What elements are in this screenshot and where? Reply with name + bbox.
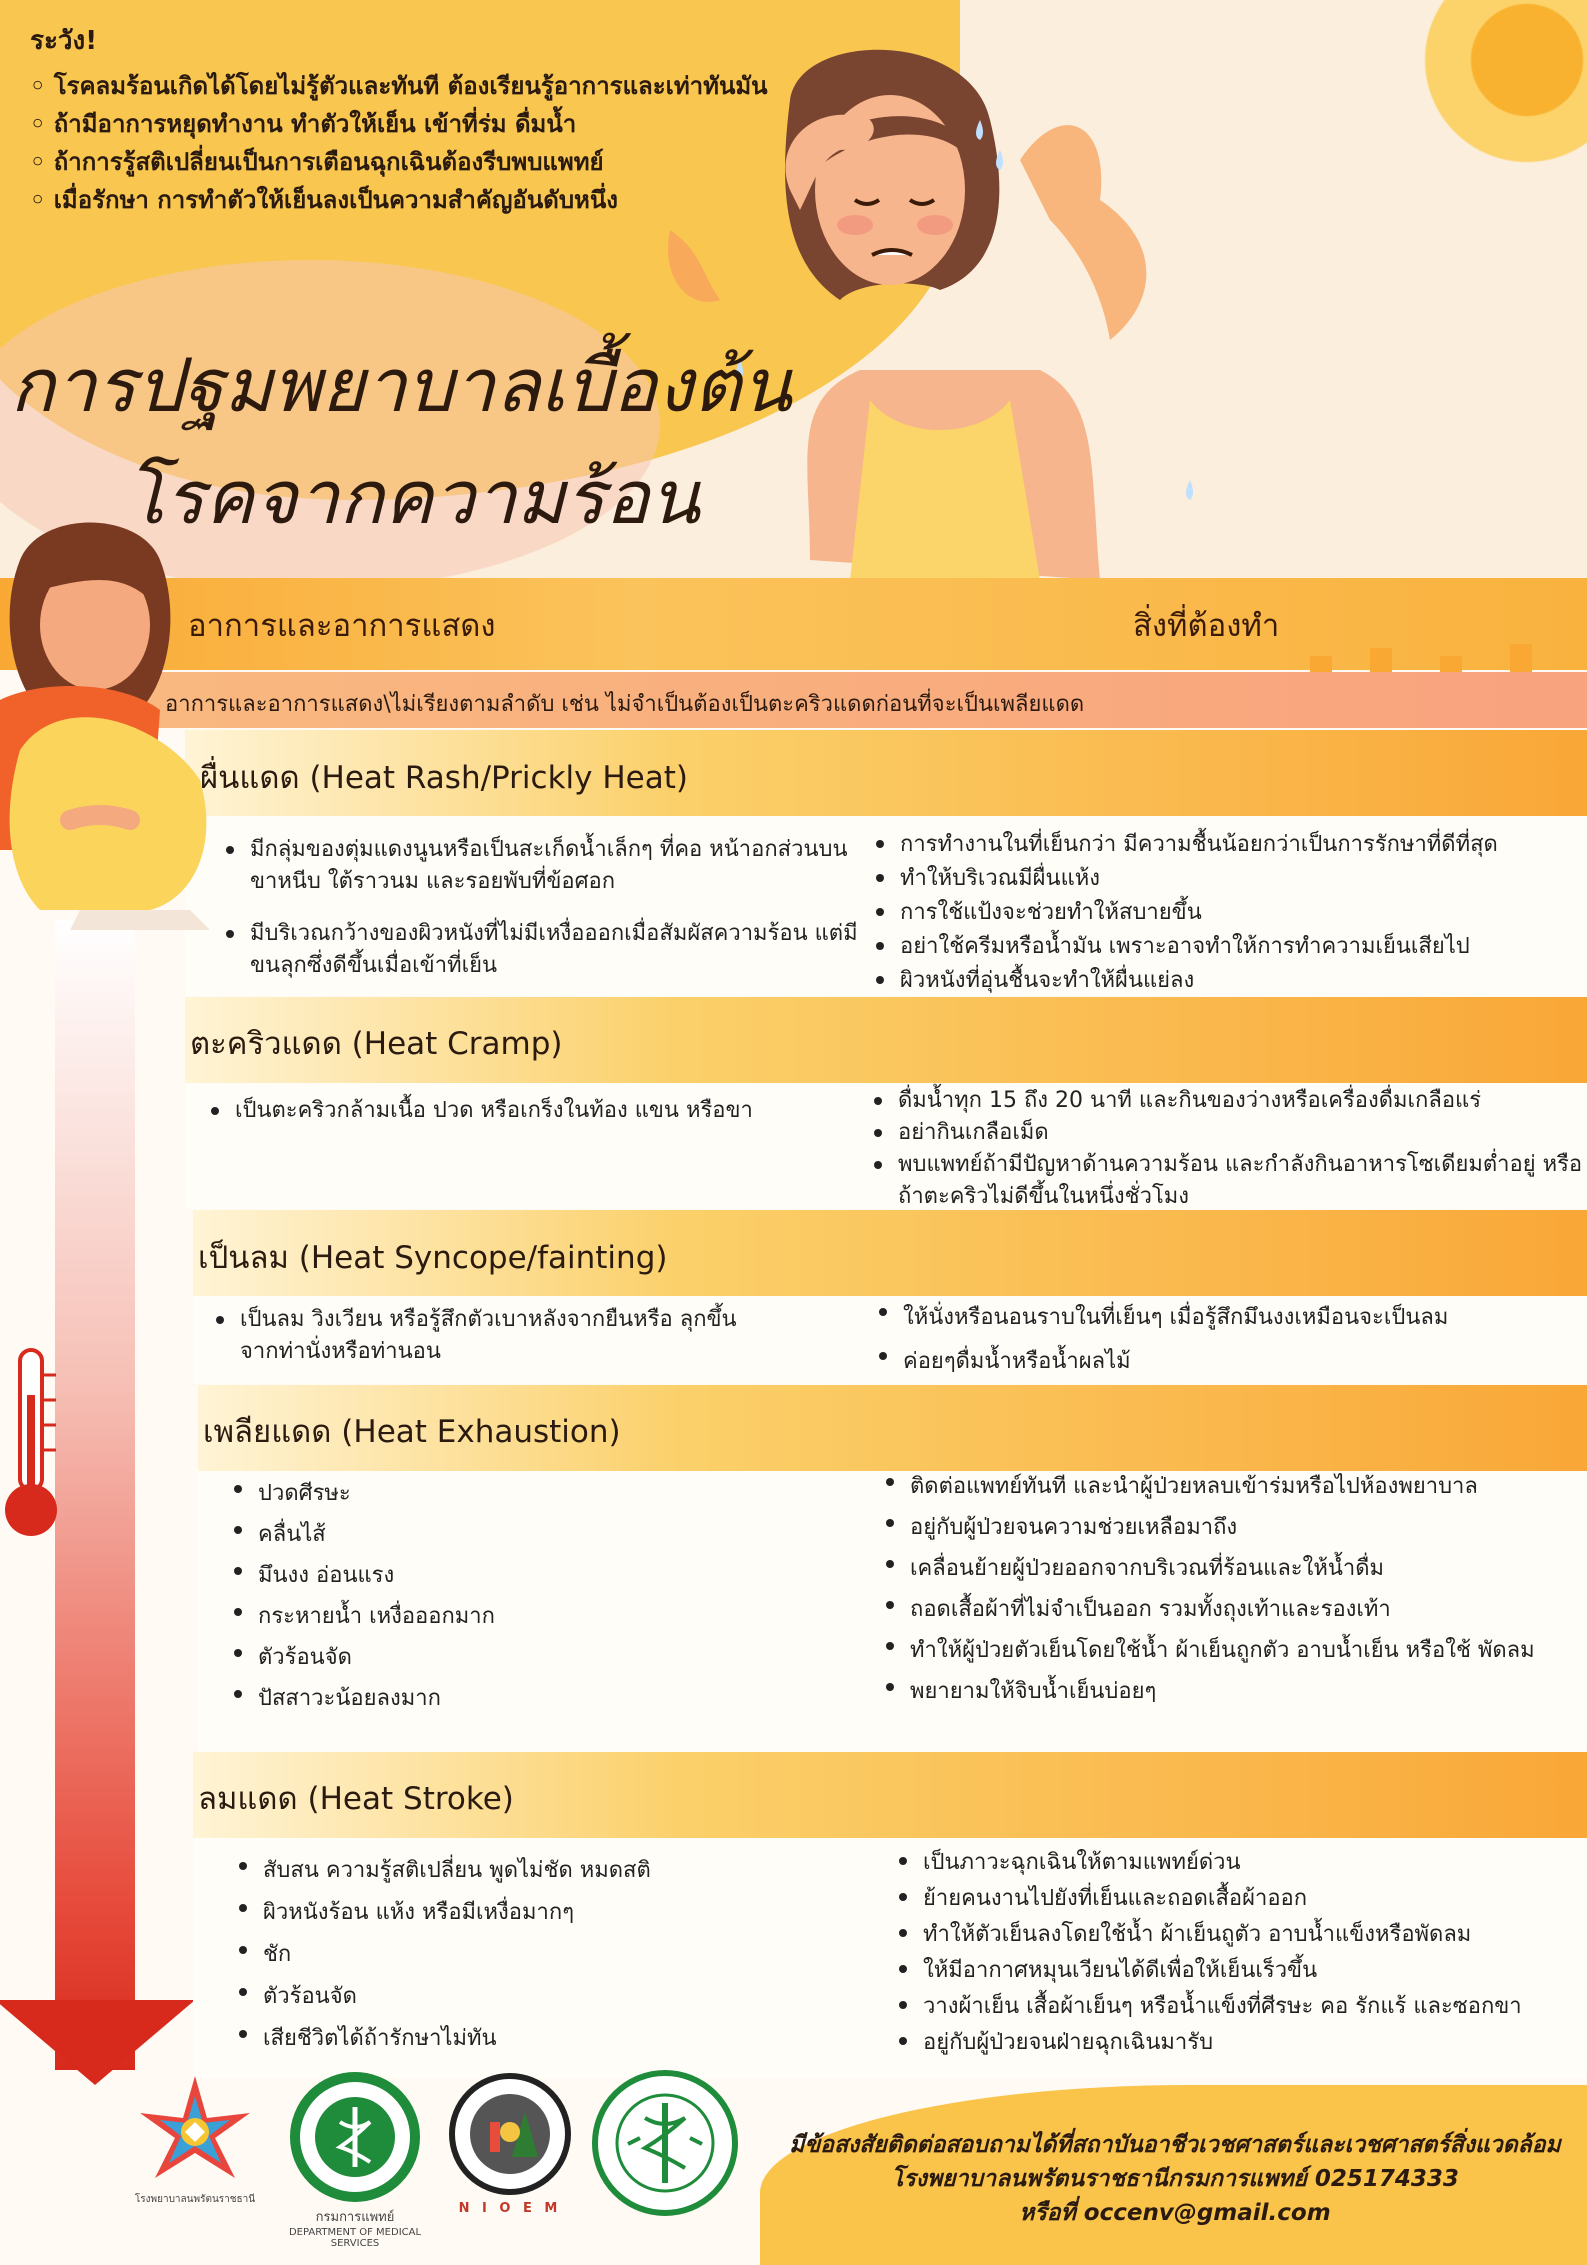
list-item: อย่าใช้ครีมหรือน้ำมัน เพราะอาจทำให้การทำความเย็นเสียไป [870, 930, 1580, 964]
dms-caption-th: กรมการแพทย์ [315, 2210, 395, 2225]
list-item: วางผ้าเย็น เสื้อผ้าเย็นๆ หรือน้ำแข็งที่ศีรษะ คอ รักแร้ และซอกขา [893, 1989, 1573, 2025]
symptom-list [205, 1095, 855, 1127]
column-header-actions: สิ่งที่ต้องทำ [1133, 608, 1280, 644]
list-item: ตัวร้อนจัด [233, 1976, 733, 2018]
dms-caption-en: DEPARTMENT OF MEDICAL SERVICES [288, 2227, 422, 2249]
warning-title: ระวัง! [30, 26, 98, 56]
nioem-caption: N I O E M [458, 2201, 562, 2216]
list-item: เป็นภาวะฉุกเฉินให้ตามแพทย์ด่วน [893, 1845, 1573, 1881]
contact-line-2: โรงพยาบาลนพรัตนราชธานีกรมการแพทย์ 025174333 [891, 2166, 1459, 2192]
temperature-arrow [55, 920, 135, 2070]
action-list [880, 1466, 1550, 1712]
action-list [870, 828, 1580, 998]
list-item: การใช้แป้งจะช่วยทำให้สบายขึ้น [870, 896, 1580, 930]
contact-line-3: หรือที่ occenv@gmail.com [1019, 2200, 1331, 2226]
list-item: ปวดศีรษะ [228, 1473, 728, 1514]
thermometer-icon [0, 1345, 65, 1545]
list-item: เป็นลม วิงเวียน หรือรู้สึกตัวเบาหลังจากยืนหรือ ลุกขึ้นจากท่านั่งหรือท่านอน [210, 1304, 770, 1368]
action-list [893, 1845, 1573, 2061]
sitting-girl-illustration [0, 520, 240, 940]
list-item: ค่อยๆดื่มน้ำหรือน้ำผลไม้ [873, 1340, 1573, 1384]
contact-line-1: มีข้อสงสัยติดต่อสอบถามได้ที่สถาบันอาชีวเวชศาสตร์และเวชศาสตร์สิ่งแวดล้อม [789, 2132, 1561, 2158]
list-item: กระหายน้ำ เหงื่อออกมาก [228, 1596, 728, 1637]
list-item: การทำงานในที่เย็นกว่า มีความชื้นน้อยกว่าเป็นการรักษาที่ดีที่สุด [870, 828, 1580, 862]
list-item: พบแพทย์ถ้ามีปัญหาด้านความร้อน และกำลังกินอาหารโซเดียมต่ำอยู่ หรือถ้าตะคริวไม่ดีขึ้นในหนึ่งชั่วโมง [868, 1149, 1583, 1213]
list-item: เสียชีวิตได้ถ้ารักษาไม่ทัน [233, 2018, 733, 2060]
list-item: ทำให้ผู้ป่วยตัวเย็นโดยใช้น้ำ ผ้าเย็นถูกตัว อาบน้ำเย็น หรือใช้ พัดลม [880, 1630, 1550, 1671]
occupational-medicine-association-logo [590, 2068, 740, 2218]
warning-item: ◦ ถ้าการรู้สติเปลี่ยนเป็นการเตือนฉุกเฉินต้องรีบพบแพทย์ [30, 143, 930, 181]
section-title-heat-stroke: ลมแดด (Heat Stroke) [198, 1781, 514, 1817]
section-title-heat-cramp: ตะคริวแดด (Heat Cramp) [190, 1026, 563, 1062]
column-header-symptoms: อาการและอาการแสดง [188, 608, 496, 644]
list-item: มีกลุ่มของตุ่มแดงนูนหรือเป็นสะเก็ดน้ำเล็กๆ ที่คอ หน้าอกส่วนบน ขาหนีบ ใต้ราวนม และรอยพับที่ข้อศอก [220, 834, 880, 898]
symptom-list [220, 834, 880, 982]
hospital-logo-caption: โรงพยาบาลนพรัตนราชธานี [134, 2194, 256, 2205]
order-note: อาการและอาการแสดง\ไม่เรียงตามลำดับ เช่น ไม่จำเป็นต้องเป็นตะคริวแดดก่อนที่จะเป็นเพลียแดด [165, 692, 1085, 717]
list-item: ผิวหนังร้อน แห้ง หรือมีเหงื่อมากๆ [233, 1892, 733, 1934]
list-item: ชัก [233, 1934, 733, 1976]
action-list [868, 1085, 1583, 1213]
action-list [873, 1296, 1573, 1384]
dms-logo [280, 2072, 430, 2249]
dms-logo-icon [290, 2072, 420, 2202]
section-title-heat-syncope: เป็นลม (Heat Syncope/fainting) [198, 1240, 668, 1276]
list-item: สับสน ความรู้สติเปลี่ยน พูดไม่ชัด หมดสติ [233, 1850, 733, 1892]
list-item: ดื่มน้ำทุก 15 ถึง 20 นาที และกินของว่างหรือเครื่องดื่มเกลือแร่ [868, 1085, 1583, 1117]
list-item: ทำให้บริเวณมีผื่นแห้ง [870, 862, 1580, 896]
section-title-heat-exhaustion: เพลียแดด (Heat Exhaustion) [203, 1414, 621, 1450]
list-item: ปัสสาวะน้อยลงมาก [228, 1678, 728, 1719]
list-item: มึนงง อ่อนแรง [228, 1555, 728, 1596]
list-item: อย่ากินเกลือเม็ด [868, 1117, 1583, 1149]
warning-item: ◦ ถ้ามีอาการหยุดทำงาน ทำตัวให้เย็น เข้าที่ร่ม ดื่มน้ำ [30, 105, 930, 143]
list-item: ให้นั่งหรือนอนราบในที่เย็นๆ เมื่อรู้สึกมึนงงเหมือนจะเป็นลม [873, 1296, 1573, 1340]
section-title-heat-rash: ผื่นแดด (Heat Rash/Prickly Heat) [200, 760, 688, 796]
list-item: มีบริเวณกว้างของผิวหนังที่ไม่มีเหงื่อออกเมื่อสัมผัสความร้อน แต่มีขนลุกซึ่งดีขึ้นเมื่อเข้าที่เย็น [220, 918, 880, 982]
title-line-1: การปฐมพยาบาลเบื้องต้น [10, 343, 792, 429]
hospital-logo-icon [125, 2068, 265, 2188]
list-item: อยู่กับผู้ป่วยจนฝ่ายฉุกเฉินมารับ [893, 2025, 1573, 2061]
list-item: ถอดเสื้อผ้าที่ไม่จำเป็นออก รวมทั้งถุงเท้าและรองเท้า [880, 1589, 1550, 1630]
warning-block [30, 20, 930, 219]
warning-list [30, 67, 930, 219]
list-item: เป็นตะคริวกล้ามเนื้อ ปวด หรือเกร็งในท้อง แขน หรือขา [205, 1095, 855, 1127]
contact-info [770, 2128, 1580, 2230]
symptom-list [233, 1850, 733, 2060]
symptom-list [210, 1304, 770, 1368]
list-item: อยู่กับผู้ป่วยจนความช่วยเหลือมาถึง [880, 1507, 1550, 1548]
warning-item: ◦ เมื่อรักษา การทำตัวให้เย็นลงเป็นความสำคัญอันดับหนึ่ง [30, 181, 930, 219]
list-item: ย้ายคนงานไปยังที่เย็นและถอดเสื้อผ้าออก [893, 1881, 1573, 1917]
symptom-list [228, 1473, 728, 1719]
nioem-logo [440, 2072, 580, 2216]
list-item: ให้มีอากาศหมุนเวียนได้ดีเพื่อให้เย็นเร็วขึ้น [893, 1953, 1573, 1989]
list-item: ตัวร้อนจัด [228, 1637, 728, 1678]
nioem-logo-icon [440, 2072, 580, 2197]
title-line-2: โรคจากความร้อน [125, 455, 700, 541]
list-item: พยายามให้จิบน้ำเย็นบ่อยๆ [880, 1671, 1550, 1712]
list-item: ผิวหนังที่อุ่นชื้นจะทำให้ผื่นแย่ลง [870, 964, 1580, 998]
list-item: เคลื่อนย้ายผู้ป่วยออกจากบริเวณที่ร้อนและให้น้ำดื่ม [880, 1548, 1550, 1589]
warning-item: ◦ โรคลมร้อนเกิดได้โดยไม่รู้ตัวและทันที ต้องเรียนรู้อาการและเท่าทันมัน [30, 67, 930, 105]
list-item: ทำให้ตัวเย็นลงโดยใช้น้ำ ผ้าเย็นถูตัว อาบน้ำแข็งหรือพัดลม [893, 1917, 1573, 1953]
hospital-logo [125, 2068, 265, 2207]
list-item: คลื่นไส้ [228, 1514, 728, 1555]
list-item: ติดต่อแพทย์ทันที และนำผู้ป่วยหลบเข้าร่มหรือไปห้องพยาบาล [880, 1466, 1550, 1507]
